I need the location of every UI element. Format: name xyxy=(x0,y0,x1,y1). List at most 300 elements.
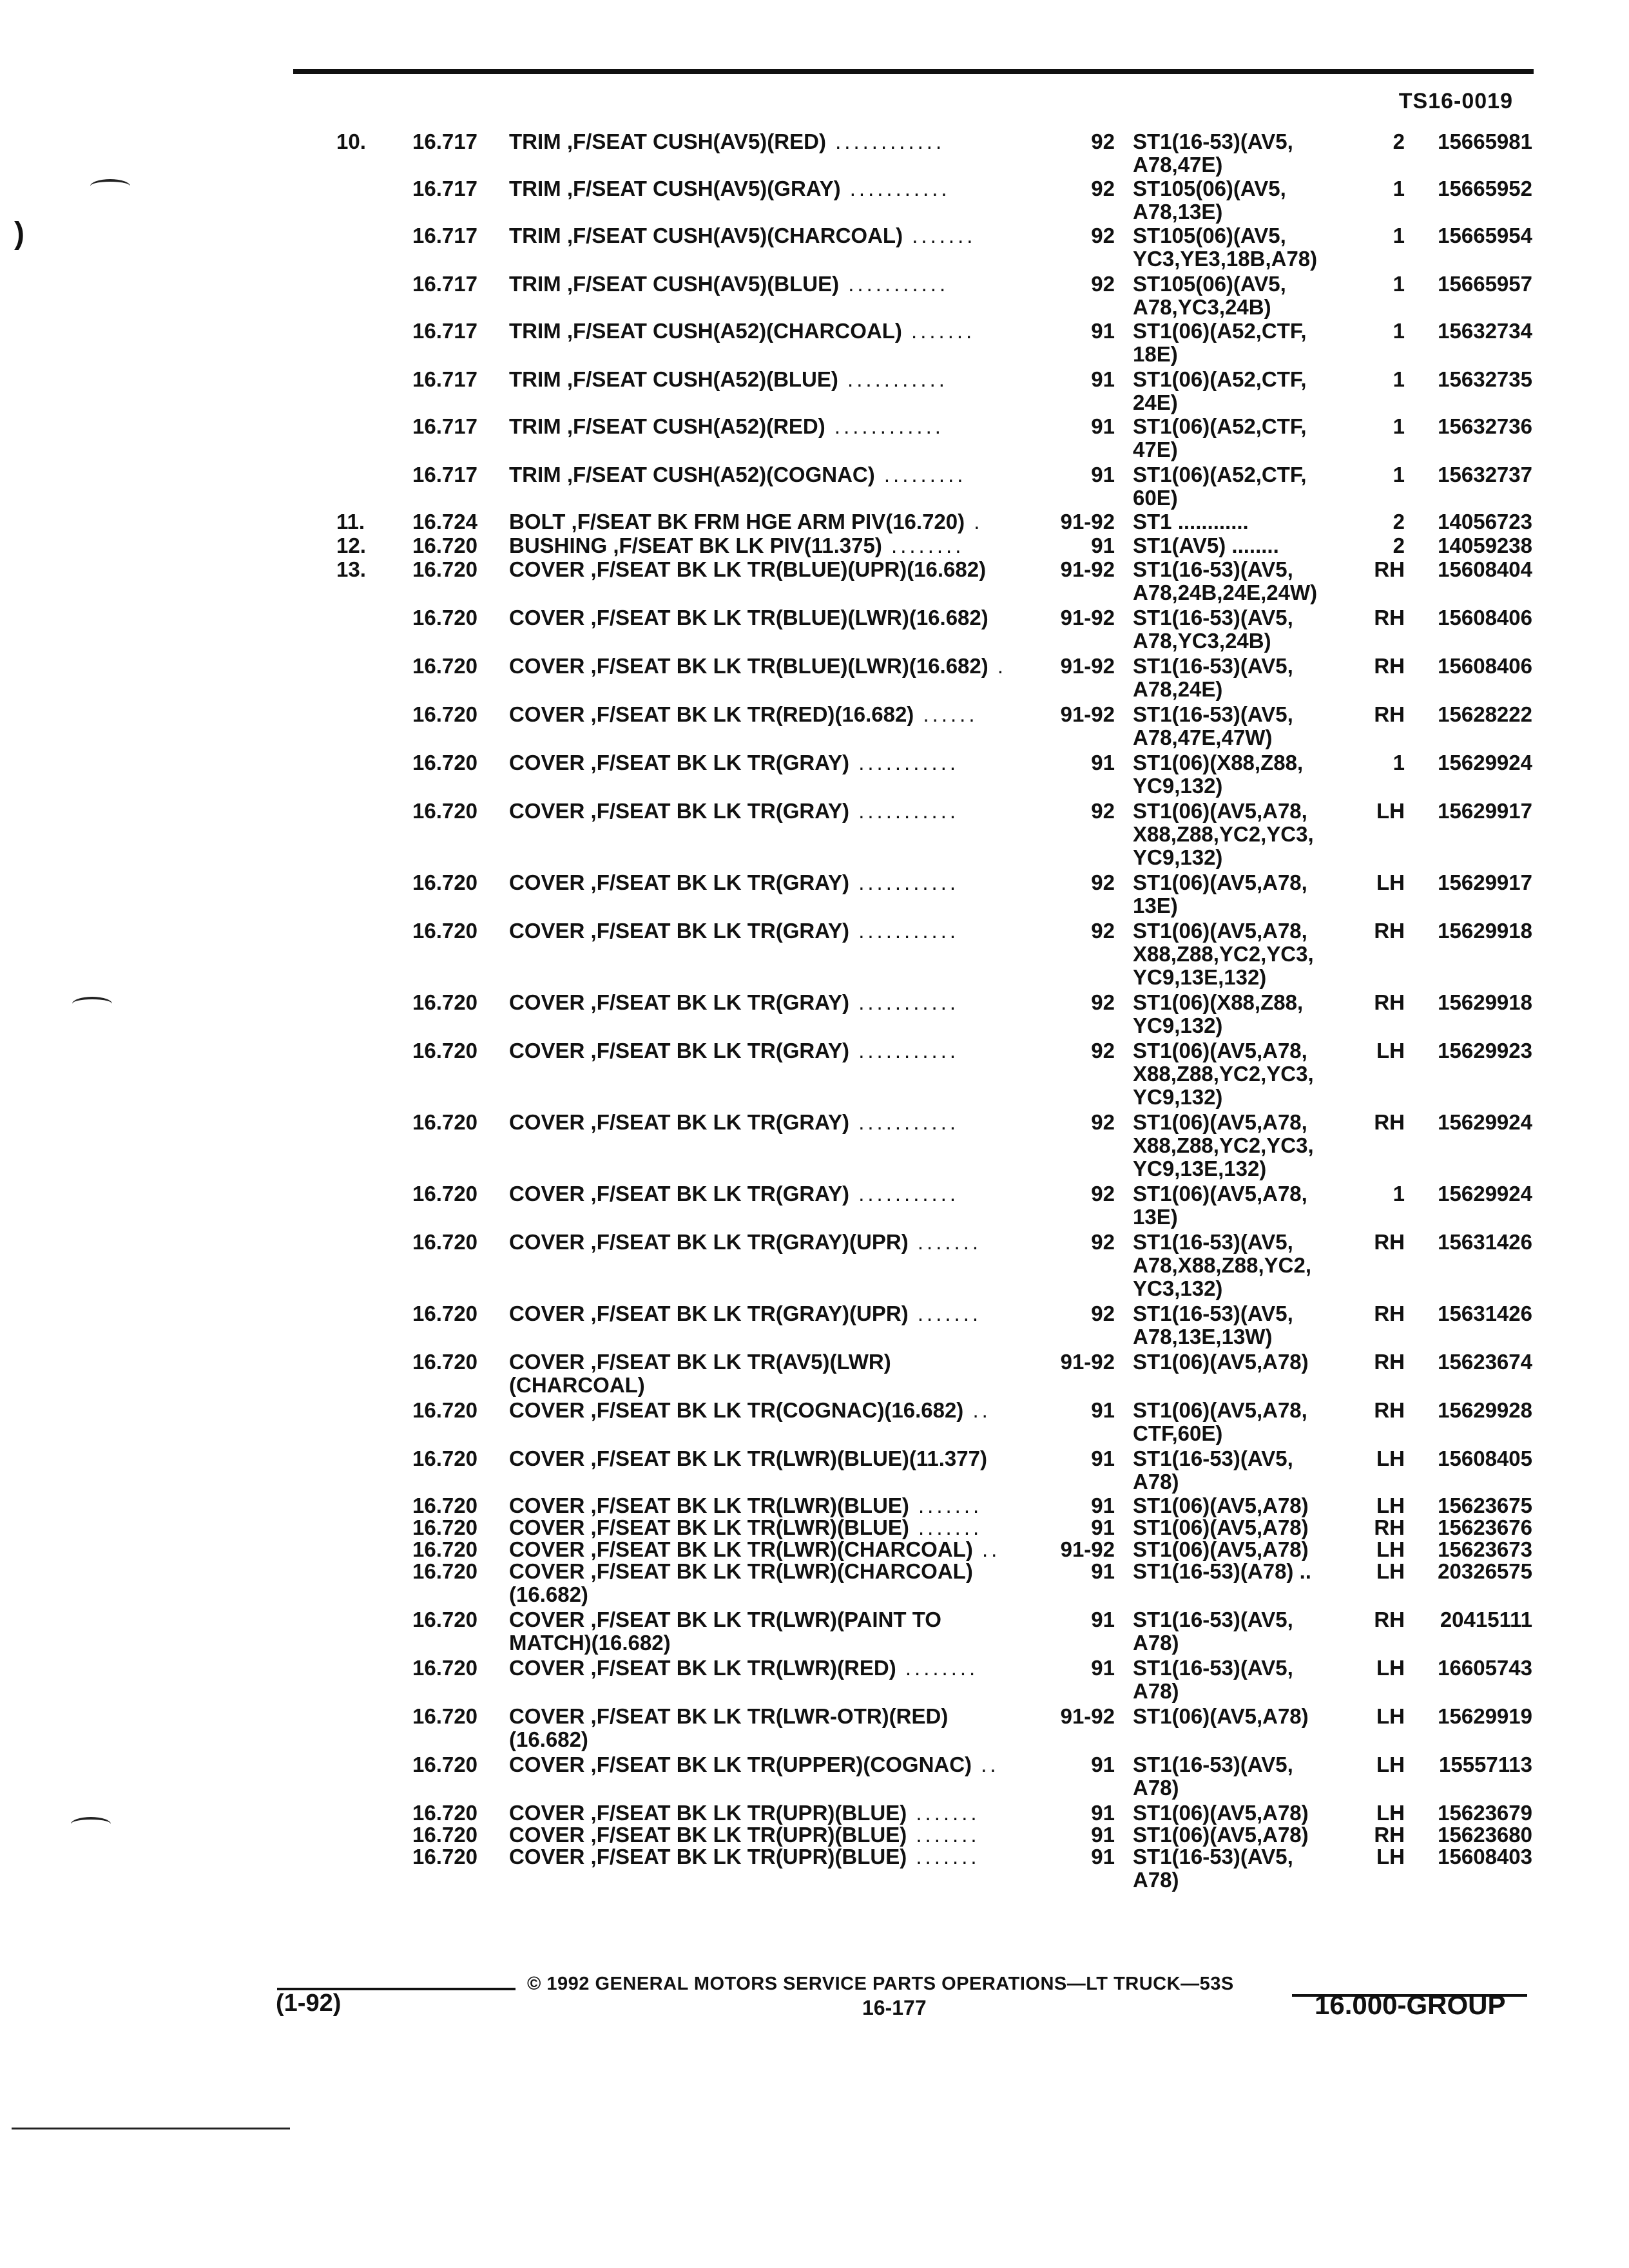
quantity: LH xyxy=(1376,1801,1405,1825)
model-year: 92 xyxy=(1091,130,1115,153)
leader-dots: ........... xyxy=(849,751,959,774)
part-number: 15665952 xyxy=(1438,177,1532,200)
leader-dots: ........... xyxy=(849,990,959,1014)
model-usage: ST1(06)(AV5,A78, 13E) xyxy=(1133,870,1307,918)
group-number: 16.720 xyxy=(412,990,477,1014)
part-detail: ,F/SEAT CUSH(AV5)(BLUE) xyxy=(566,272,840,296)
model-year: 91-92 xyxy=(1060,557,1115,581)
model-usage: ST105(06)(AV5, YC3,YE3,18B,A78) xyxy=(1133,224,1318,271)
part-number: 14059238 xyxy=(1438,533,1532,557)
model-usage: ST1(06)(AV5,A78) xyxy=(1133,1704,1309,1728)
part-number: 15665981 xyxy=(1438,130,1532,153)
part-detail: ,F/SEAT BK LK TR(GRAY) xyxy=(590,870,850,894)
part-name: TRIM xyxy=(509,177,561,200)
part-number: 15623679 xyxy=(1438,1801,1532,1825)
part-name: COVER xyxy=(509,1446,585,1470)
group-number: 16.720 xyxy=(412,1398,477,1422)
leader-dots: . xyxy=(965,510,983,533)
table-row xyxy=(0,224,1629,273)
model-usage: ST1 ............ xyxy=(1133,510,1249,533)
part-number: 15631426 xyxy=(1438,1230,1532,1254)
part-description xyxy=(509,224,1037,247)
model-year: 91 xyxy=(1091,1559,1115,1583)
table-row xyxy=(0,991,1629,1039)
part-name: COVER xyxy=(509,1182,585,1206)
group-number: 16.720 xyxy=(412,1350,477,1374)
leader-dots: .. xyxy=(972,1753,999,1776)
margin-mark: ) xyxy=(14,216,24,251)
group-number: 16.717 xyxy=(412,414,477,438)
model-usage: ST1(16-53)(AV5, A78,47E,47W) xyxy=(1133,702,1293,749)
part-name: BUSHING xyxy=(509,533,608,557)
part-number: 20415111 xyxy=(1440,1608,1532,1631)
group-number: 16.720 xyxy=(412,1515,477,1539)
part-name: COVER xyxy=(509,1039,585,1062)
part-number: 15629917 xyxy=(1438,799,1532,823)
part-number: 15629917 xyxy=(1438,870,1532,894)
part-description xyxy=(509,177,1037,200)
part-description xyxy=(509,510,1037,533)
part-detail: ,F/SEAT CUSH(A52)(CHARCOAL) xyxy=(566,319,902,343)
table-row xyxy=(0,751,1629,800)
part-number: 15632737 xyxy=(1438,463,1532,486)
model-year: 91 xyxy=(1091,533,1115,557)
part-description xyxy=(509,1111,1037,1134)
model-usage: ST1(16-53)(A78) .. xyxy=(1133,1559,1311,1583)
leader-dots: ........... xyxy=(849,799,959,823)
table-row xyxy=(0,1447,1629,1494)
part-description xyxy=(509,1657,1037,1680)
part-description xyxy=(509,1231,1037,1254)
part-detail: ,F/SEAT BK LK TR(UPR)(BLUE) xyxy=(590,1823,907,1847)
quantity: 1 xyxy=(1393,319,1405,343)
model-year: 91-92 xyxy=(1060,510,1115,533)
part-number: 15629924 xyxy=(1438,751,1532,774)
part-description xyxy=(509,1516,1037,1539)
group-number: 16.720 xyxy=(412,870,477,894)
leader-dots: ........... xyxy=(838,367,948,391)
model-usage: ST1(06)(A52,CTF, 60E) xyxy=(1133,463,1307,510)
part-description xyxy=(509,1302,1037,1325)
model-year: 92 xyxy=(1091,1302,1115,1325)
part-detail: ,F/SEAT BK LK PIV(11.375) xyxy=(613,533,882,557)
model-usage: ST1(06)(A52,CTF, 24E) xyxy=(1133,367,1307,414)
model-usage: ST1(06)(AV5,A78) xyxy=(1133,1801,1309,1825)
table-row xyxy=(0,177,1629,224)
part-detail: ,F/SEAT BK LK TR(LWR)(PAINT TO MATCH)(16.682) xyxy=(509,1608,941,1655)
part-description xyxy=(509,320,1037,343)
part-description xyxy=(509,463,1037,486)
part-name: TRIM xyxy=(509,319,561,343)
part-description xyxy=(509,655,1037,678)
part-name: COVER xyxy=(509,1537,585,1561)
model-year: 91 xyxy=(1091,1398,1115,1422)
parts-list xyxy=(0,130,1629,1894)
leader-dots: .. xyxy=(972,1537,1001,1561)
part-description xyxy=(509,919,1037,943)
footer-date: (1-92) xyxy=(276,1990,342,2017)
quantity: 1 xyxy=(1393,367,1405,391)
leader-dots: ............ xyxy=(825,130,945,153)
part-number: 20326575 xyxy=(1438,1559,1532,1583)
model-usage: ST1(AV5) ........ xyxy=(1133,533,1279,557)
part-number: 15629918 xyxy=(1438,990,1532,1014)
part-description xyxy=(509,1753,1037,1776)
table-row xyxy=(0,1538,1629,1560)
quantity: LH xyxy=(1376,1704,1405,1728)
part-name: TRIM xyxy=(509,414,561,438)
table-row xyxy=(0,1494,1629,1516)
table-row xyxy=(0,1039,1629,1111)
part-name: COVER xyxy=(509,1801,585,1825)
model-year: 91 xyxy=(1091,751,1115,774)
part-number: 15632734 xyxy=(1438,319,1532,343)
part-name: COVER xyxy=(509,654,585,678)
part-number: 15608403 xyxy=(1438,1845,1532,1869)
leader-dots: ....... xyxy=(907,1823,980,1847)
quantity: RH xyxy=(1374,1110,1405,1134)
model-usage: ST1(06)(AV5,A78) xyxy=(1133,1494,1309,1517)
part-detail: ,F/SEAT CUSH(A52)(COGNAC) xyxy=(566,463,875,486)
table-row xyxy=(0,463,1629,510)
part-detail: ,F/SEAT BK FRM HGE ARM PIV(16.720) xyxy=(571,510,965,533)
quantity: 1 xyxy=(1393,414,1405,438)
part-description xyxy=(509,991,1037,1014)
leader-dots: ....... xyxy=(901,319,976,343)
quantity: 2 xyxy=(1393,130,1405,153)
model-usage: ST1(06)(AV5,A78) xyxy=(1133,1350,1309,1374)
part-description xyxy=(509,1705,1037,1751)
model-year: 92 xyxy=(1091,799,1115,823)
group-number: 16.720 xyxy=(412,1446,477,1470)
quantity: 1 xyxy=(1393,177,1405,200)
part-detail: ,F/SEAT CUSH(AV5)(RED) xyxy=(566,130,826,153)
part-number: 15608404 xyxy=(1438,557,1532,581)
group-number: 16.720 xyxy=(412,654,477,678)
table-row xyxy=(0,558,1629,606)
leader-dots: ............ xyxy=(825,414,944,438)
part-name: COVER xyxy=(509,1230,585,1254)
model-year: 91 xyxy=(1091,1494,1115,1517)
model-year: 91 xyxy=(1091,1823,1115,1847)
part-detail: ,F/SEAT BK LK TR(LWR)(BLUE) xyxy=(590,1515,909,1539)
model-usage: ST1(06)(AV5,A78, X88,Z88,YC2,YC3, YC9,132) xyxy=(1133,799,1314,869)
model-usage: ST1(16-53)(AV5, A78,13E,13W) xyxy=(1133,1302,1293,1349)
table-row xyxy=(0,703,1629,751)
part-number: 15629923 xyxy=(1438,1039,1532,1062)
model-usage: ST105(06)(AV5, A78,YC3,24B) xyxy=(1133,272,1286,319)
leader-dots: ....... xyxy=(903,224,976,247)
part-detail: ,F/SEAT BK LK TR(BLUE)(UPR)(16.682) xyxy=(590,557,987,581)
leader-dots: ....... xyxy=(908,1230,982,1254)
model-usage: ST1(06)(AV5,A78, 13E) xyxy=(1133,1182,1307,1229)
model-year: 91-92 xyxy=(1060,606,1115,629)
part-description xyxy=(509,606,1037,629)
model-usage: ST1(06)(AV5,A78, X88,Z88,YC2,YC3, YC9,13E,132) xyxy=(1133,1110,1314,1180)
model-usage: ST1(06)(AV5,A78) xyxy=(1133,1537,1309,1561)
part-name: COVER xyxy=(509,751,585,774)
table-row xyxy=(0,1302,1629,1350)
part-number: 15629919 xyxy=(1438,1704,1532,1728)
quantity: RH xyxy=(1374,1350,1405,1374)
part-name: COVER xyxy=(509,606,585,629)
part-number: 15623676 xyxy=(1438,1515,1532,1539)
model-year: 92 xyxy=(1091,224,1115,247)
part-name: COVER xyxy=(509,557,585,581)
table-row xyxy=(0,1399,1629,1447)
part-description xyxy=(509,871,1037,894)
group-number: 16.717 xyxy=(412,177,477,200)
part-detail: ,F/SEAT BK LK TR(LWR)(CHARCOAL) xyxy=(590,1537,973,1561)
part-name: COVER xyxy=(509,990,585,1014)
quantity: 1 xyxy=(1393,1182,1405,1206)
part-description xyxy=(509,1538,1037,1561)
model-year: 91 xyxy=(1091,319,1115,343)
part-name: COVER xyxy=(509,1704,585,1728)
quantity: RH xyxy=(1374,919,1405,943)
part-detail: ,F/SEAT BK LK TR(LWR-OTR)(RED) (16.682) xyxy=(509,1704,949,1751)
model-usage: ST1(06)(AV5,A78, CTF,60E) xyxy=(1133,1398,1307,1445)
part-name: COVER xyxy=(509,702,585,726)
leader-dots: ....... xyxy=(909,1515,983,1539)
model-usage: ST1(06)(AV5,A78, X88,Z88,YC2,YC3, YC9,13E,132) xyxy=(1133,919,1314,989)
quantity: LH xyxy=(1376,1845,1405,1869)
model-year: 92 xyxy=(1091,177,1115,200)
part-name: COVER xyxy=(509,1608,585,1631)
table-row xyxy=(0,1753,1629,1802)
part-detail: ,F/SEAT CUSH(AV5)(CHARCOAL) xyxy=(566,224,903,247)
group-number: 16.720 xyxy=(412,606,477,629)
footer-copyright: © 1992 GENERAL MOTORS SERVICE PARTS OPERATIONS—LT TRUCK—53S xyxy=(527,1974,1234,1994)
table-row xyxy=(0,800,1629,871)
model-usage: ST1(16-53)(AV5, A78) xyxy=(1133,1608,1293,1655)
part-detail: ,F/SEAT BK LK TR(LWR)(BLUE) xyxy=(590,1494,909,1517)
model-year: 91 xyxy=(1091,1608,1115,1631)
part-detail: ,F/SEAT BK LK TR(GRAY) xyxy=(590,919,850,943)
part-name: COVER xyxy=(509,1656,585,1680)
part-number: 15608406 xyxy=(1438,654,1532,678)
part-name: COVER xyxy=(509,1398,585,1422)
part-number: 14056723 xyxy=(1438,510,1532,533)
model-year: 92 xyxy=(1091,919,1115,943)
quantity: 1 xyxy=(1393,463,1405,486)
group-number: 16.720 xyxy=(412,1656,477,1680)
table-row xyxy=(0,1657,1629,1705)
model-usage: ST1(16-53)(AV5, A78,24B,24E,24W) xyxy=(1133,557,1318,604)
group-number: 16.720 xyxy=(412,1494,477,1517)
group-number: 16.720 xyxy=(412,1753,477,1776)
model-year: 92 xyxy=(1091,1039,1115,1062)
model-year: 92 xyxy=(1091,1230,1115,1254)
leader-dots: . xyxy=(988,654,1007,678)
part-name: TRIM xyxy=(509,463,561,486)
part-description xyxy=(509,273,1037,296)
part-detail: ,F/SEAT BK LK TR(UPR)(BLUE) xyxy=(590,1845,907,1869)
group-number: 16.717 xyxy=(412,224,477,247)
part-description xyxy=(509,751,1037,774)
footer-page-number: 16-177 xyxy=(862,1996,927,2019)
part-description xyxy=(509,1494,1037,1517)
model-usage: ST1(06)(A52,CTF, 47E) xyxy=(1133,414,1307,461)
table-row xyxy=(0,606,1629,655)
table-row xyxy=(0,1705,1629,1753)
leader-dots: ........... xyxy=(849,1110,959,1134)
quantity: RH xyxy=(1374,1608,1405,1631)
part-detail: ,F/SEAT BK LK TR(GRAY) xyxy=(590,799,850,823)
part-number: 15629918 xyxy=(1438,919,1532,943)
model-usage: ST105(06)(AV5, A78,13E) xyxy=(1133,177,1286,224)
model-year: 91 xyxy=(1091,1446,1115,1470)
quantity: 1 xyxy=(1393,224,1405,247)
table-row xyxy=(0,1845,1629,1894)
group-number: 16.720 xyxy=(412,702,477,726)
table-row xyxy=(0,871,1629,919)
model-usage: ST1(16-53)(AV5, A78) xyxy=(1133,1446,1293,1494)
quantity: RH xyxy=(1374,1515,1405,1539)
quantity: 1 xyxy=(1393,272,1405,296)
part-name: COVER xyxy=(509,1302,585,1325)
quantity: RH xyxy=(1374,1823,1405,1847)
part-name: COVER xyxy=(509,919,585,943)
model-year: 92 xyxy=(1091,990,1115,1014)
model-year: 91 xyxy=(1091,414,1115,438)
group-number: 16.720 xyxy=(412,1182,477,1206)
quantity: LH xyxy=(1376,1559,1405,1583)
part-number: 15629928 xyxy=(1438,1398,1532,1422)
group-number: 16.720 xyxy=(412,1110,477,1134)
part-detail: ,F/SEAT BK LK TR(BLUE)(LWR)(16.682) xyxy=(590,654,988,678)
quantity: LH xyxy=(1376,1656,1405,1680)
part-description xyxy=(509,703,1037,726)
part-name: TRIM xyxy=(509,130,561,153)
part-detail: ,F/SEAT BK LK TR(BLUE)(LWR)(16.682) xyxy=(590,606,988,629)
table-row xyxy=(0,1350,1629,1399)
part-description xyxy=(509,1845,1037,1869)
part-description xyxy=(509,534,1037,557)
quantity: 2 xyxy=(1393,510,1405,533)
quantity: RH xyxy=(1374,1302,1405,1325)
part-description xyxy=(509,368,1037,391)
part-name: COVER xyxy=(509,1515,585,1539)
table-row xyxy=(0,534,1629,558)
part-description xyxy=(509,130,1037,153)
model-usage: ST1(06)(AV5,A78, X88,Z88,YC2,YC3, YC9,132) xyxy=(1133,1039,1314,1109)
group-number: 16.720 xyxy=(412,1704,477,1728)
quantity: 2 xyxy=(1393,533,1405,557)
part-name: TRIM xyxy=(509,224,561,247)
part-description xyxy=(509,415,1037,438)
table-row xyxy=(0,1516,1629,1538)
group-number: 16.717 xyxy=(412,463,477,486)
part-detail: ,F/SEAT CUSH(A52)(BLUE) xyxy=(566,367,838,391)
group-number: 16.717 xyxy=(412,272,477,296)
model-usage: ST1(06)(AV5,A78) xyxy=(1133,1823,1309,1847)
part-detail: ,F/SEAT BK LK TR(GRAY) xyxy=(590,751,850,774)
part-name: COVER xyxy=(509,1753,585,1776)
leader-dots: ........... xyxy=(840,177,950,200)
part-detail: ,F/SEAT BK LK TR(LWR)(RED) xyxy=(590,1656,896,1680)
model-year: 91-92 xyxy=(1060,702,1115,726)
part-number: 16605743 xyxy=(1438,1656,1532,1680)
part-number: 15608405 xyxy=(1438,1446,1532,1470)
group-number: 16.720 xyxy=(412,1230,477,1254)
part-name: BOLT xyxy=(509,510,566,533)
part-name: COVER xyxy=(509,1110,585,1134)
part-detail: ,F/SEAT BK LK TR(GRAY) xyxy=(590,1110,850,1134)
part-number: 15623675 xyxy=(1438,1494,1532,1517)
part-number: 15665957 xyxy=(1438,272,1532,296)
group-number: 16.720 xyxy=(412,799,477,823)
part-detail: ,F/SEAT BK LK TR(GRAY)(UPR) xyxy=(590,1230,909,1254)
part-detail: ,F/SEAT BK LK TR(AV5)(LWR) (CHARCOAL) xyxy=(509,1350,891,1397)
part-detail: ,F/SEAT BK LK TR(GRAY)(UPR) xyxy=(590,1302,909,1325)
leader-dots: ....... xyxy=(909,1494,983,1517)
part-number: 15629924 xyxy=(1438,1110,1532,1134)
table-row xyxy=(0,1111,1629,1182)
part-number: 15632736 xyxy=(1438,414,1532,438)
bottom-rule xyxy=(12,2128,290,2129)
quantity: LH xyxy=(1376,1753,1405,1776)
part-number: 15623680 xyxy=(1438,1823,1532,1847)
part-description xyxy=(509,800,1037,823)
part-description xyxy=(509,1608,1037,1655)
model-usage: ST1(16-53)(AV5, A78,X88,Z88,YC2, YC3,132) xyxy=(1133,1230,1311,1300)
leader-dots: ....... xyxy=(907,1845,980,1869)
quantity: RH xyxy=(1374,1398,1405,1422)
group-number: 16.717 xyxy=(412,367,477,391)
leader-dots: ........ xyxy=(896,1656,979,1680)
part-detail: ,F/SEAT BK LK TR(LWR)(BLUE)(11.377) xyxy=(590,1446,987,1470)
part-detail: ,F/SEAT CUSH(AV5)(GRAY) xyxy=(566,177,841,200)
group-number: 16.724 xyxy=(412,510,477,533)
table-row xyxy=(0,1182,1629,1231)
part-description xyxy=(509,1802,1037,1825)
part-number: 15632735 xyxy=(1438,367,1532,391)
leader-dots: ........... xyxy=(849,919,959,943)
table-row xyxy=(0,655,1629,703)
model-year: 91-92 xyxy=(1060,1350,1115,1374)
quantity: RH xyxy=(1374,654,1405,678)
group-number: 16.717 xyxy=(412,130,477,153)
table-row xyxy=(0,368,1629,415)
model-year: 91 xyxy=(1091,463,1115,486)
quantity: LH xyxy=(1376,1537,1405,1561)
model-year: 91 xyxy=(1091,1845,1115,1869)
part-detail: ,F/SEAT BK LK TR(COGNAC)(16.682) xyxy=(590,1398,964,1422)
group-number: 16.720 xyxy=(412,751,477,774)
group-number: 16.720 xyxy=(412,1537,477,1561)
part-description xyxy=(509,1560,1037,1606)
model-usage: ST1(06)(X88,Z88, YC9,132) xyxy=(1133,751,1304,798)
model-year: 92 xyxy=(1091,1182,1115,1206)
leader-dots: ....... xyxy=(907,1801,980,1825)
quantity: LH xyxy=(1376,1039,1405,1062)
part-description xyxy=(509,1039,1037,1062)
model-usage: ST1(16-53)(AV5, A78,47E) xyxy=(1133,130,1293,177)
group-number: 16.720 xyxy=(412,1823,477,1847)
part-description xyxy=(509,1823,1037,1847)
quantity: LH xyxy=(1376,799,1405,823)
leader-dots: ........... xyxy=(839,272,949,296)
group-number: 16.717 xyxy=(412,319,477,343)
quantity: RH xyxy=(1374,557,1405,581)
model-usage: ST1(16-53)(AV5, A78) xyxy=(1133,1845,1293,1892)
quantity: LH xyxy=(1376,870,1405,894)
model-year: 91-92 xyxy=(1060,1704,1115,1728)
table-row xyxy=(0,130,1629,177)
model-year: 91-92 xyxy=(1060,654,1115,678)
model-year: 92 xyxy=(1091,1110,1115,1134)
